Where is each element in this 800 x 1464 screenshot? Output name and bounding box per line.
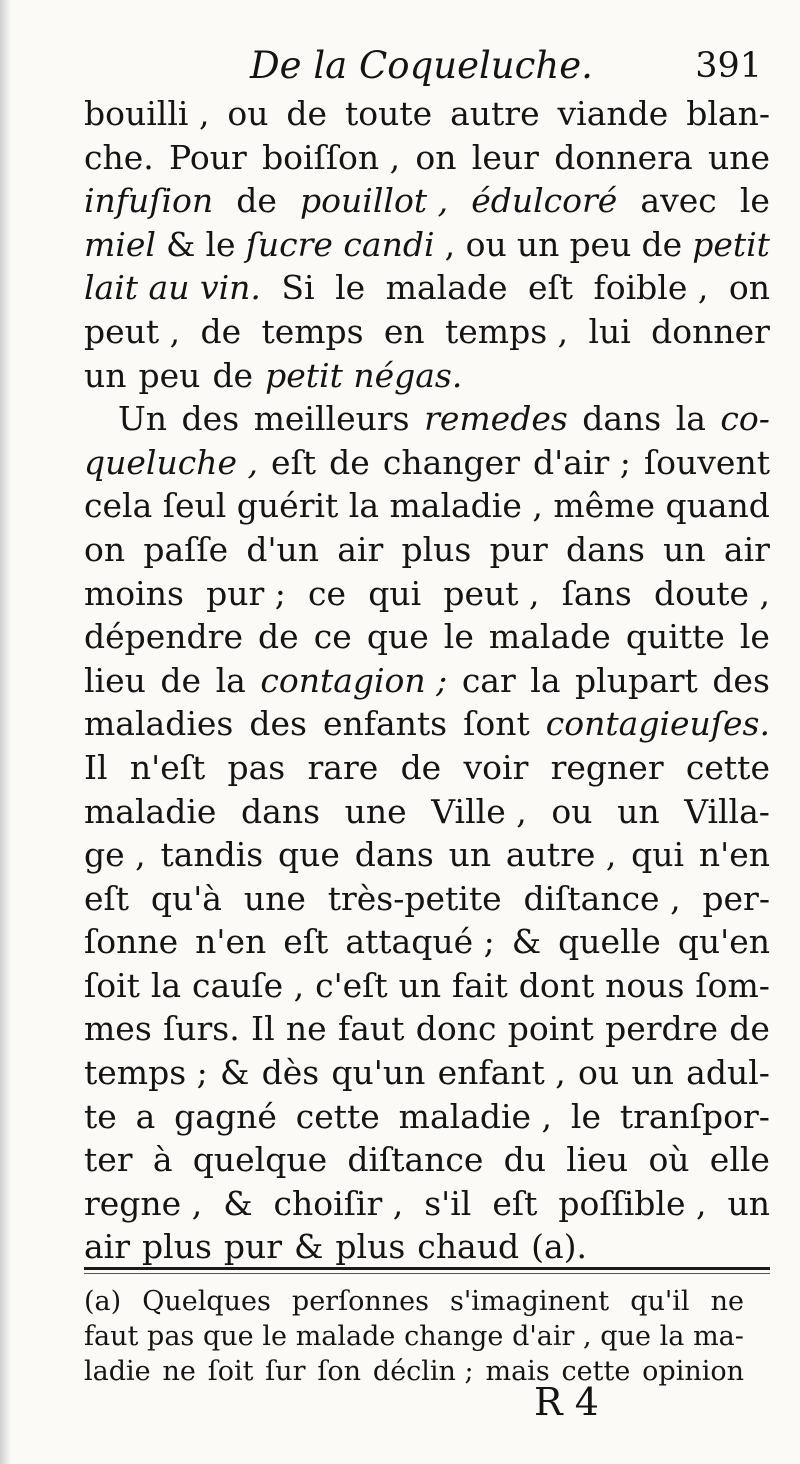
word: car [461, 660, 516, 700]
word: de [329, 442, 370, 482]
word: eſt [492, 1183, 538, 1223]
word: nous [605, 965, 685, 1005]
word: s'imaginent [450, 1286, 610, 1317]
word: ſouvent [643, 442, 770, 482]
word: un [516, 224, 560, 264]
word: leur [471, 137, 539, 177]
footnote-rule [84, 1267, 770, 1270]
text-line [84, 1007, 770, 1051]
word: tranſpor- [619, 1096, 770, 1136]
text-line [84, 790, 770, 834]
word: adul- [686, 1053, 770, 1093]
word: & [166, 224, 196, 264]
text-line [84, 310, 770, 354]
word: que [203, 1321, 254, 1352]
word: la [150, 965, 182, 1005]
text-line [84, 1095, 770, 1139]
word: autre , [505, 835, 617, 875]
word: queluche , [84, 442, 258, 482]
text-line [84, 484, 770, 528]
word: rare [307, 747, 379, 787]
word: on [84, 529, 126, 569]
footnote-line [84, 1284, 744, 1319]
word: Il [251, 1009, 275, 1049]
word: temps [261, 311, 364, 351]
word: ſont [463, 704, 530, 744]
word: des [249, 704, 307, 744]
word: que [600, 1321, 651, 1352]
word: ladie [84, 1356, 151, 1387]
word: plus [335, 1227, 406, 1267]
word: lieu [84, 660, 146, 700]
word: maladie , [389, 486, 543, 526]
word: enfants [323, 704, 448, 744]
word: d'air ; [533, 442, 631, 482]
word: ou [227, 94, 269, 133]
word: eſt [84, 878, 130, 918]
word: donc [415, 1009, 497, 1049]
word: maladie , [398, 1096, 553, 1136]
word: dans [241, 791, 321, 831]
word: temps , [445, 311, 569, 351]
word: paſſe [143, 529, 229, 569]
word: faut [338, 1009, 405, 1049]
word: où [648, 1140, 690, 1180]
word: peu [138, 355, 201, 395]
word: de [641, 224, 683, 264]
word: choiſir , [273, 1183, 404, 1223]
word: un [617, 791, 660, 831]
word: cette [295, 1096, 380, 1136]
word: n'eſt [129, 747, 206, 787]
word: pur ; [206, 573, 286, 613]
word: cauſe , [192, 965, 305, 1005]
word: le [570, 1096, 601, 1136]
word: mais [485, 1356, 550, 1387]
word: elle [709, 1140, 770, 1180]
word: cette [685, 747, 770, 787]
word: point [507, 1009, 594, 1049]
word: une [243, 878, 306, 918]
word: dès [261, 1053, 320, 1093]
word: change [404, 1321, 504, 1352]
word: (a) [84, 1286, 122, 1317]
text-line [84, 1225, 770, 1269]
word: un [631, 1053, 674, 1093]
word: faut [84, 1321, 139, 1352]
text-line [84, 1138, 770, 1182]
word: perdre [605, 1009, 718, 1049]
word: peu [569, 224, 632, 264]
word: & [219, 1053, 250, 1093]
word: même [553, 486, 656, 526]
word: & [511, 922, 542, 962]
word: de [200, 311, 242, 351]
word: qui [631, 835, 685, 875]
word: le [739, 617, 770, 657]
word: de [400, 747, 442, 787]
signature-mark: R 4 [534, 1380, 599, 1424]
word: ter [84, 1140, 133, 1180]
word: une [344, 791, 407, 831]
word: que [278, 835, 340, 875]
text-line [84, 920, 770, 964]
word: air [84, 1227, 131, 1267]
word: , ou [444, 224, 507, 264]
word: lui [588, 311, 631, 351]
word: malade [385, 268, 508, 308]
word: ſon [317, 1356, 362, 1387]
word: une [707, 137, 770, 177]
word: Il [84, 747, 108, 787]
word: ne [162, 1356, 196, 1387]
word: ſonne [84, 922, 179, 962]
word: quelque [192, 1140, 328, 1180]
word: bouilli , [84, 94, 210, 133]
word: voir [463, 747, 529, 787]
text-line [84, 354, 770, 398]
word: un [398, 965, 442, 1005]
text-line [84, 659, 770, 703]
word: on [415, 137, 457, 177]
word: un [448, 835, 492, 875]
word: perſonnes [291, 1286, 429, 1317]
word: de [212, 355, 254, 395]
word: s'il [424, 1183, 472, 1223]
word: ce [308, 573, 347, 613]
word: de [258, 617, 299, 657]
word: à [152, 1140, 173, 1180]
word: guérit [236, 486, 339, 526]
word: pur [223, 1227, 283, 1267]
word: la [530, 660, 561, 700]
word: ne [285, 1009, 327, 1049]
word: plus [401, 529, 472, 569]
word: poſſible , [558, 1183, 707, 1223]
word: moins [84, 573, 184, 613]
word: la [659, 1321, 685, 1352]
word: infuſion [84, 181, 214, 221]
text-line [84, 746, 770, 790]
text-line [84, 266, 770, 310]
word: d'un [246, 529, 320, 569]
word: enfant , [437, 1053, 566, 1093]
word: édulcoré [471, 181, 618, 221]
word: foible , [593, 268, 709, 308]
text-line [84, 877, 770, 921]
word: contagion ; [260, 660, 448, 700]
text-line [84, 615, 770, 659]
text-line [84, 702, 770, 746]
word: air [723, 529, 770, 569]
word: remedes [424, 399, 568, 439]
word: eſt [528, 268, 574, 308]
text-line [84, 964, 770, 1008]
word: de [729, 1009, 770, 1049]
word: Un [118, 399, 168, 439]
text-line [84, 441, 770, 485]
word: quand [665, 486, 770, 526]
word: c'eſt [315, 965, 388, 1005]
word: diſtance , [523, 878, 681, 918]
word: co- [720, 399, 770, 439]
word: un [663, 529, 706, 569]
word: temps ; [84, 1053, 208, 1093]
word: ma- [693, 1321, 744, 1352]
footnote-line [84, 1354, 744, 1389]
word: de [236, 181, 277, 221]
word: pouillot , [300, 181, 449, 221]
word: n'en [195, 922, 267, 962]
word: regne , [84, 1183, 203, 1223]
word: ſans [561, 573, 632, 613]
word: miel [84, 224, 156, 264]
word: du [503, 1140, 547, 1180]
word: n'en [698, 835, 770, 875]
word: qui [368, 573, 422, 613]
word: ou [551, 791, 593, 831]
word: mes [84, 1009, 152, 1049]
word: blan- [686, 94, 770, 133]
word: un [84, 355, 127, 395]
word: ſoit [84, 965, 140, 1005]
word: dans [582, 399, 662, 439]
word: doute , [653, 573, 770, 613]
text-line [84, 397, 770, 441]
word: très-petite [327, 878, 502, 918]
word: qu'à [150, 878, 222, 918]
word: pur [489, 529, 548, 569]
word: fait [452, 965, 508, 1005]
word: la [215, 660, 246, 700]
word: d'air , [512, 1321, 592, 1352]
running-title: De la Coqueluche. [250, 44, 593, 87]
text-line [84, 528, 770, 572]
word: de [286, 94, 328, 133]
word: viande [557, 94, 669, 133]
text-line [84, 92, 770, 136]
word: pas [227, 747, 286, 787]
word: la [348, 486, 379, 526]
word: donnera [554, 137, 693, 177]
text-line [84, 572, 770, 616]
word: pas [147, 1321, 195, 1352]
word: te [84, 1096, 117, 1136]
word: gagné [174, 1096, 277, 1136]
page-edge-shadow [0, 0, 10, 1464]
word: peut , [84, 311, 181, 351]
word: a [135, 1096, 156, 1136]
word: de [160, 660, 202, 700]
word: qu'en [677, 922, 770, 962]
word: cette [561, 1356, 631, 1387]
word: donner [651, 311, 770, 351]
word: tandis [160, 835, 264, 875]
word: le [205, 224, 236, 264]
text-line [84, 223, 770, 267]
footnote [84, 1284, 744, 1389]
word: malade [295, 1321, 396, 1352]
footnote-line [84, 1319, 744, 1354]
word: eſt [283, 922, 329, 962]
word: le [739, 181, 770, 221]
word: petit négas. [265, 355, 463, 395]
word: le [262, 1321, 287, 1352]
word: dans [354, 835, 434, 875]
word: malade [488, 617, 611, 657]
word: ſeul [162, 486, 227, 526]
word: on [728, 268, 770, 308]
word: per- [702, 878, 770, 918]
word: eſt [271, 442, 317, 482]
word: ſucre candi [245, 224, 435, 264]
word: peut , [443, 573, 540, 613]
word: avec [640, 181, 717, 221]
word: lait au vin. [84, 268, 261, 308]
word: regner [550, 747, 664, 787]
word: déclin ; [372, 1356, 474, 1387]
word: che. [84, 137, 154, 177]
word: maladie [84, 791, 217, 831]
word: autre [450, 94, 540, 133]
word: opinion [642, 1356, 744, 1387]
word: que [366, 617, 429, 657]
word: dépendre [84, 617, 243, 657]
word: diſtance [347, 1140, 484, 1180]
word: petit [692, 224, 770, 264]
word: meilleurs [253, 399, 410, 439]
word: Ville , [431, 791, 527, 831]
word: toute [345, 94, 433, 133]
word: quelle [558, 922, 661, 962]
word: & [223, 1183, 253, 1223]
word: boiſſon , [262, 137, 401, 177]
text-line [84, 1051, 770, 1095]
word: ſoit [207, 1356, 254, 1387]
word: en [383, 311, 425, 351]
word: Quelques [142, 1286, 271, 1317]
word: cela [84, 486, 153, 526]
word: plupart [575, 660, 698, 700]
text-line [84, 179, 770, 223]
word: changer [382, 442, 520, 482]
word: air [337, 529, 384, 569]
word: des [181, 399, 240, 439]
word: lieu [566, 1140, 629, 1180]
word: ſurs. [163, 1009, 240, 1049]
word: contagieuſes. [545, 704, 770, 744]
word: plus [142, 1227, 212, 1267]
word: dont [518, 965, 595, 1005]
word: un [727, 1183, 770, 1223]
page-header [80, 44, 770, 96]
word: ſom- [695, 965, 770, 1005]
word: ne [710, 1286, 744, 1317]
word: Pour [169, 137, 247, 177]
text-line [84, 833, 770, 877]
word: ſur [265, 1356, 306, 1387]
word: Si [281, 268, 315, 308]
word: quitte [625, 617, 725, 657]
page-number: 391 [695, 46, 762, 86]
word: qu'un [331, 1053, 426, 1093]
word: ge , [84, 835, 146, 875]
body-text [84, 92, 770, 1269]
word: Villa- [684, 791, 770, 831]
word: maladies [84, 704, 234, 744]
word: chaud [417, 1227, 520, 1267]
word: ce [313, 617, 352, 657]
word: qu'il [630, 1286, 690, 1317]
word: dans [565, 529, 645, 569]
word: des [712, 660, 770, 700]
word: ou [578, 1053, 620, 1093]
word: le [443, 617, 474, 657]
word: la [675, 399, 706, 439]
footnote-rule-thin [84, 1273, 770, 1274]
text-line [84, 1182, 770, 1226]
word: (a). [531, 1227, 588, 1267]
word: le [335, 268, 366, 308]
text-line [84, 136, 770, 180]
word: attaqué ; [345, 922, 495, 962]
word: & [294, 1227, 324, 1267]
